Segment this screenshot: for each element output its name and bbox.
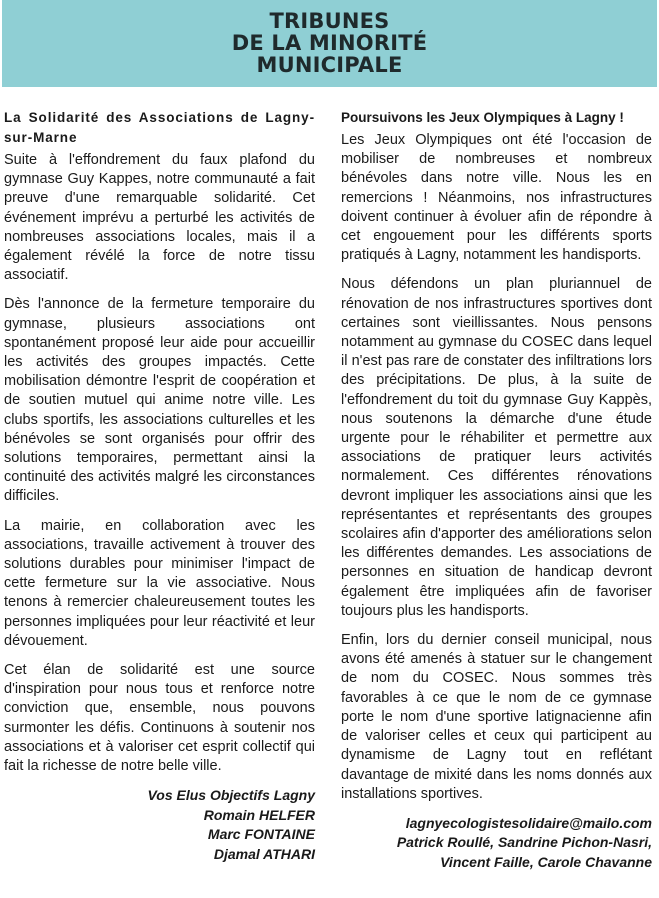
left-article-paragraph: Suite à l'effondrement du faux plafond du gymnase Guy Kappes, notre communauté a fait preuve d'une remarquable solidarité. Cet événement imprévu a perturbé les activités de nombreuses associations locales, mais il a également révélé la force de notre tissu associatif.: [4, 152, 315, 284]
header-banner: [2, 0, 657, 87]
signature-line: Vos Elus Objectifs Lagny: [147, 787, 315, 804]
left-article-paragraph: Dès l'annonce de la fermeture temporaire du gymnase, plusieurs associations ont spontanément proposé leur aide pour accueillir les activités des groupes impactés. Cette mobilisation démontre l'esprit de coopération et de soutien mutuel qui anime notre ville. Les clubs sportifs, les associations culturelles et les bénévoles se sont organisés pour offrir des solutions temporaires, permettant ainsi la continuité des activités malgré les circonstances difficiles.: [4, 296, 315, 505]
right-article: [341, 108, 652, 872]
right-article-paragraph: Les Jeux Olympiques ont été l'occasion de mobiliser de nombreuses et nombreux bénévoles dans notre ville. Nous les en remercions ! Néanmoins, nos infrastructures doivent continuer à évoluer afin de répondre à cet engouement pour les différents sports pratiqués à Lagny, notamment les handisports.: [341, 132, 652, 264]
right-article-title: Poursuivons les Jeux Olympiques à Lagny !: [341, 110, 624, 125]
left-article-paragraph: La mairie, en collaboration avec les associations, travaille activement à trouver des solutions durables pour minimiser l'impact de cette fermeture sur la vie associative. Nous tenons à remercier chaleureusement toutes les personnes impliquées pour leur réactivité et leur dévouement.: [4, 517, 315, 649]
header-title-line: TRIBUNES: [269, 9, 390, 33]
signature-line: Djamal ATHARI: [213, 845, 315, 862]
right-article-paragraph: Nous défendons un plan pluriannuel de rénovation de nos infrastructures sportives dont certaines sont vieillissantes. Nous pensons notamment au gymnase du COSEC dans lequel il n'est pas rare de constater des infiltrations lors des précipitations. De plus, à la suite de l'effondrement du toit du gymnase Guy Kappès, nous soutenons la démarche d'une étude urgente pour le réhabiliter et permettre aux associations de pratiquer leurs activités normalement. Ces différentes rénovations devront impliquer les associations ainsi que les représentantes et représentants des groupes scolaires afin d'apporter des améliorations selon les différentes demandes. Les associations de personnes en situation de handicap devront également être impliquées afin de favoriser toujours plus les handisports.: [341, 276, 652, 619]
signature-line: Romain HELFER: [203, 806, 315, 823]
signature-line: Patrick Roullé, Sandrine Pichon-Nasri,: [396, 834, 652, 851]
right-article-signature: [341, 814, 652, 873]
left-article-paragraph: Cet élan de solidarité est une source d'inspiration pour nous tous et renforce notre conviction que, ensemble, nous pouvons surmonter les défis. Continuons à soutenir nos associations et à valoriser cet esprit collectif qui fait la richesse de notre belle ville.: [4, 662, 315, 775]
header-title-line: MUNICIPALE: [256, 53, 403, 77]
left-article: [4, 108, 315, 864]
left-article-signature: [4, 786, 315, 864]
header-title-line: DE LA MINORITÉ: [231, 31, 428, 55]
signature-line: Marc FONTAINE: [207, 826, 315, 843]
left-article-title: La Solidarité des Associations de Lagny-sur-Marne: [4, 110, 315, 145]
signature-email: lagnyecologistesolidaire@mailo.com: [405, 814, 652, 831]
right-article-paragraph: Enfin, lors du dernier conseil municipal, nous avons été amenés à statuer sur le changement de nom du COSEC. Nous sommes très favorables à ce que le nom de ce gymnase porte le nom d'une sportive latignacienne afin de valoriser celles et ceux qui participent au dynamisme de Lagny tout en reflétant davantage de mixité dans les noms donnés aux installations sportives.: [341, 632, 652, 802]
signature-line: Vincent Faille, Carole Chavanne: [440, 853, 652, 870]
